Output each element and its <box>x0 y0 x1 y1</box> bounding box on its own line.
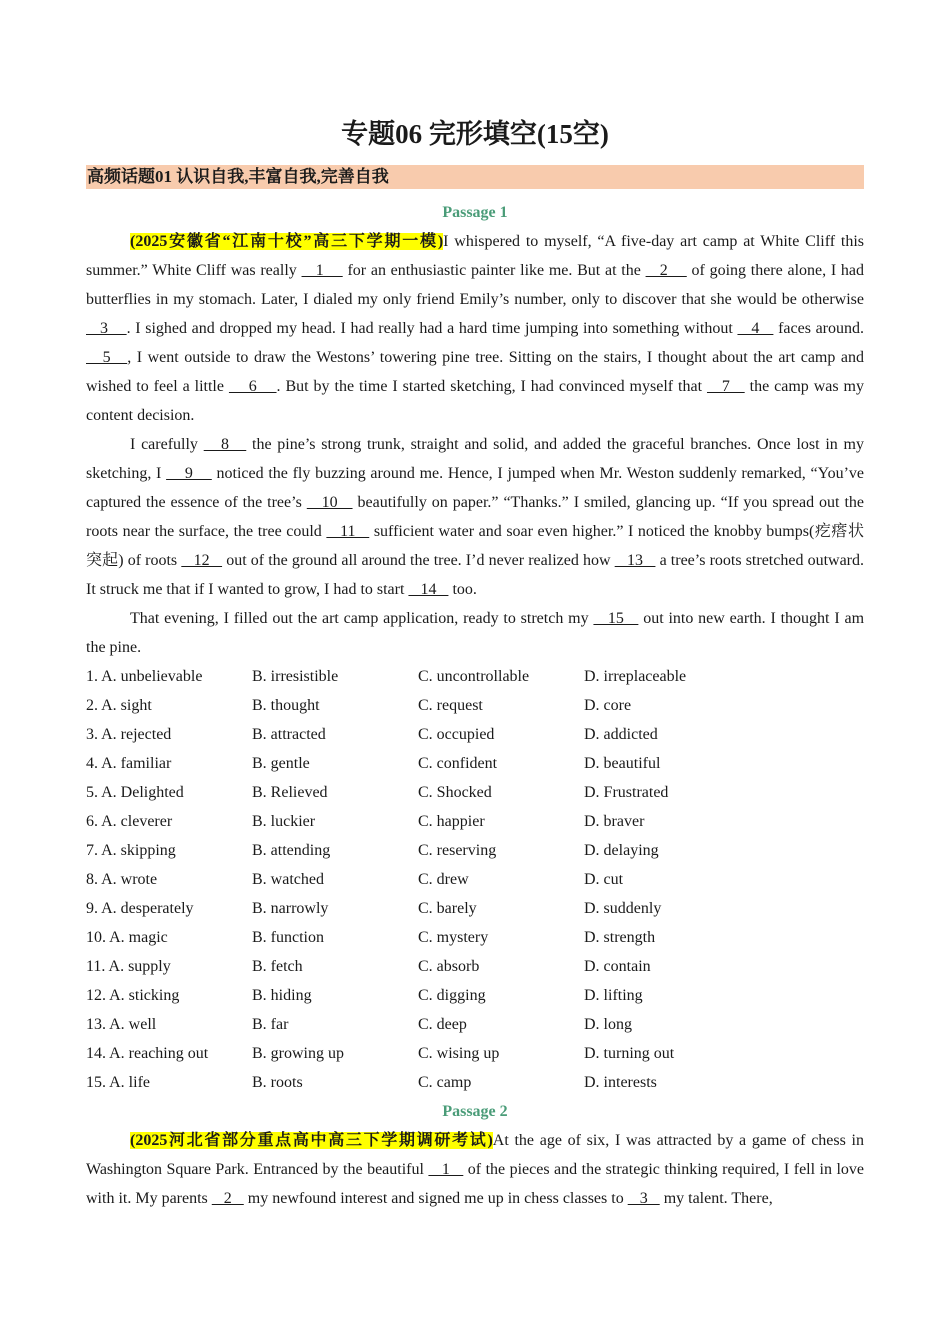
option-a: 9. A. desperately <box>86 900 194 917</box>
passage-text-segment: sufficient water and soar even higher.” I noticed the knobby bumps(疙瘩状突起) of roots <box>86 523 864 569</box>
passage-text-segment: the camp was my content decision. <box>86 378 865 424</box>
passage-text-segment: of the pieces and the strategic thinking required, I fell in love with it. My parents <box>86 1161 865 1207</box>
option-a: 10. A. magic <box>86 929 168 946</box>
passage-text-segment: of going there alone, I had butterflies in my stomach. Later, I dialed my only friend Emily’s number, only to discover that she would be otherwise <box>86 262 865 308</box>
option-c: C. camp <box>418 1074 472 1091</box>
passage-text-segment: I carefully <box>130 436 204 453</box>
blank-11: 11 <box>326 523 370 540</box>
blank-1: 1 <box>428 1161 464 1178</box>
option-row-11 <box>86 952 864 981</box>
option-b: B. hiding <box>252 987 312 1004</box>
passage-2-source: (2025河北省部分重点高中高三下学期调研考试) <box>130 1132 493 1149</box>
option-d: D. strength <box>584 929 656 946</box>
blank-3: 3 <box>627 1190 660 1207</box>
option-d: D. lifting <box>584 987 643 1004</box>
passage-text-segment: the pine’s strong trunk, straight and solid, and added the graceful branches. Once lost in my sketching, I <box>86 436 864 482</box>
blank-5: 5 <box>86 349 128 366</box>
passage-1-paragraph-1 <box>86 227 864 430</box>
option-row-15 <box>86 1068 864 1097</box>
option-a: 15. A. life <box>86 1074 150 1091</box>
option-a: 13. A. well <box>86 1016 157 1033</box>
blank-2: 2 <box>211 1190 244 1207</box>
option-row-8 <box>86 865 864 894</box>
options-list <box>86 662 864 1097</box>
passage-text-segment: beautifully on paper.” “Thanks.” I smiled, glancing up. “If you spread out the roots near the surface, the tree could <box>86 494 864 540</box>
option-a: 5. A. Delighted <box>86 784 184 801</box>
passage-text-segment: I whispered to myself, “A five-day art camp at White Cliff this summer.” White Cliff was really <box>86 233 864 279</box>
document-content <box>86 112 864 1213</box>
option-b: B. growing up <box>252 1045 344 1062</box>
option-d: D. suddenly <box>584 900 662 917</box>
option-row-6 <box>86 807 864 836</box>
blank-7: 7 <box>706 378 745 395</box>
option-b: B. narrowly <box>252 900 329 917</box>
passage-text-segment: my talent. There, <box>659 1190 773 1207</box>
option-row-3 <box>86 720 864 749</box>
option-d: D. long <box>584 1016 632 1033</box>
option-a: 14. A. reaching out <box>86 1045 209 1062</box>
option-c: C. deep <box>418 1016 467 1033</box>
blank-14: 14 <box>408 581 449 598</box>
blank-3: 3 <box>86 320 127 337</box>
option-d: D. cut <box>584 871 624 888</box>
option-row-7 <box>86 836 864 865</box>
passage-text-segment: out of the ground all around the tree. I’d never realized how <box>222 552 615 569</box>
option-b: B. roots <box>252 1074 303 1091</box>
passage-text-segment: noticed the fly buzzing around me. Hence, I jumped when Mr. Weston suddenly remarked, “You’ve captured the essence of the tree’s <box>86 465 865 511</box>
option-row-2 <box>86 691 864 720</box>
option-c: C. barely <box>418 900 477 917</box>
blank-13: 13 <box>614 552 656 569</box>
passage-2-paragraph-1 <box>86 1126 864 1213</box>
option-b: B. thought <box>252 697 320 714</box>
document-title: 专题06 完形填空(15空) <box>341 119 609 149</box>
option-row-9 <box>86 894 864 923</box>
option-b: B. function <box>252 929 324 946</box>
blank-15: 15 <box>593 610 639 627</box>
option-a: 8. A. wrote <box>86 871 158 888</box>
topic-heading: 高频话题01 认识自我,丰富自我,完善自我 <box>86 165 864 189</box>
passage-1-label: Passage 1 <box>442 204 508 221</box>
passage-text-segment: my newfound interest and signed me up in chess classes to <box>243 1190 628 1207</box>
passage-text-segment: faces around. <box>773 320 865 337</box>
option-b: B. far <box>252 1016 289 1033</box>
blank-9: 9 <box>166 465 212 482</box>
option-c: C. confident <box>418 755 498 772</box>
option-c: C. drew <box>418 871 469 888</box>
passage-text-segment: a tree’s roots stretched outward. It struck me that if I wanted to grow, I had to start <box>86 552 864 598</box>
passage-1-source: (2025安徽省“江南十校”高三下学期一模) <box>130 233 444 250</box>
blank-6: 6 <box>228 378 277 395</box>
option-a: 1. A. unbelievable <box>86 668 203 685</box>
option-a: 4. A. familiar <box>86 755 172 772</box>
passage-1-paragraph-2 <box>86 430 864 604</box>
option-b: B. gentle <box>252 755 310 772</box>
option-row-5 <box>86 778 864 807</box>
option-d: D. irreplaceable <box>584 668 687 685</box>
option-row-13 <box>86 1010 864 1039</box>
option-c: C. happier <box>418 813 485 830</box>
passage-text-segment: for an enthusiastic painter like me. But at the <box>342 262 646 279</box>
option-b: B. fetch <box>252 958 303 975</box>
option-b: B. Relieved <box>252 784 328 801</box>
option-d: D. contain <box>584 958 651 975</box>
option-a: 12. A. sticking <box>86 987 180 1004</box>
blank-1: 1 <box>301 262 343 279</box>
option-a: 11. A. supply <box>86 958 171 975</box>
option-a: 3. A. rejected <box>86 726 172 743</box>
passage-text-segment: At the age of six, I was attracted by a game of chess in Washington Square Park. Entranced by the beautiful <box>86 1132 864 1178</box>
passage-text-segment: . I sighed and dropped my head. I had really had a hard time jumping into something without <box>126 320 738 337</box>
blank-10: 10 <box>306 494 353 511</box>
option-d: D. interests <box>584 1074 657 1091</box>
passage-text-segment: too. <box>448 581 477 598</box>
option-b: B. luckier <box>252 813 316 830</box>
passage-text-segment: . But by the time I started sketching, I had convinced myself that <box>276 378 707 395</box>
option-b: B. watched <box>252 871 324 888</box>
option-row-14 <box>86 1039 864 1068</box>
option-c: C. occupied <box>418 726 495 743</box>
blank-12: 12 <box>181 552 223 569</box>
option-a: 2. A. sight <box>86 697 152 714</box>
option-d: D. addicted <box>584 726 658 743</box>
passage-text-segment: , I went outside to draw the Westons’ towering pine tree. Sitting on the stairs, I thought about the art camp and wished to feel a little <box>86 349 865 395</box>
blank-8: 8 <box>203 436 247 453</box>
option-d: D. beautiful <box>584 755 661 772</box>
option-c: C. digging <box>418 987 486 1004</box>
blank-4: 4 <box>737 320 774 337</box>
option-c: C. mystery <box>418 929 489 946</box>
option-a: 6. A. cleverer <box>86 813 173 830</box>
option-c: C. uncontrollable <box>418 668 530 685</box>
passage-1-paragraph-3 <box>86 604 864 662</box>
option-row-1 <box>86 662 864 691</box>
passage-text-segment: out into new earth. I thought I am the pine. <box>86 610 865 656</box>
option-c: C. wising up <box>418 1045 500 1062</box>
option-c: C. request <box>418 697 483 714</box>
option-c: C. absorb <box>418 958 480 975</box>
option-d: D. Frustrated <box>584 784 669 801</box>
option-d: D. braver <box>584 813 645 830</box>
option-row-10 <box>86 923 864 952</box>
passage-text-segment: That evening, I filled out the art camp application, ready to stretch my <box>130 610 594 627</box>
passage-2-label: Passage 2 <box>442 1103 508 1120</box>
blank-2: 2 <box>645 262 687 279</box>
option-a: 7. A. skipping <box>86 842 176 859</box>
option-d: D. turning out <box>584 1045 675 1062</box>
option-c: C. Shocked <box>418 784 492 801</box>
option-c: C. reserving <box>418 842 497 859</box>
option-b: B. irresistible <box>252 668 339 685</box>
option-b: B. attracted <box>252 726 326 743</box>
option-row-12 <box>86 981 864 1010</box>
option-row-4 <box>86 749 864 778</box>
option-b: B. attending <box>252 842 331 859</box>
option-d: D. delaying <box>584 842 659 859</box>
option-d: D. core <box>584 697 632 714</box>
